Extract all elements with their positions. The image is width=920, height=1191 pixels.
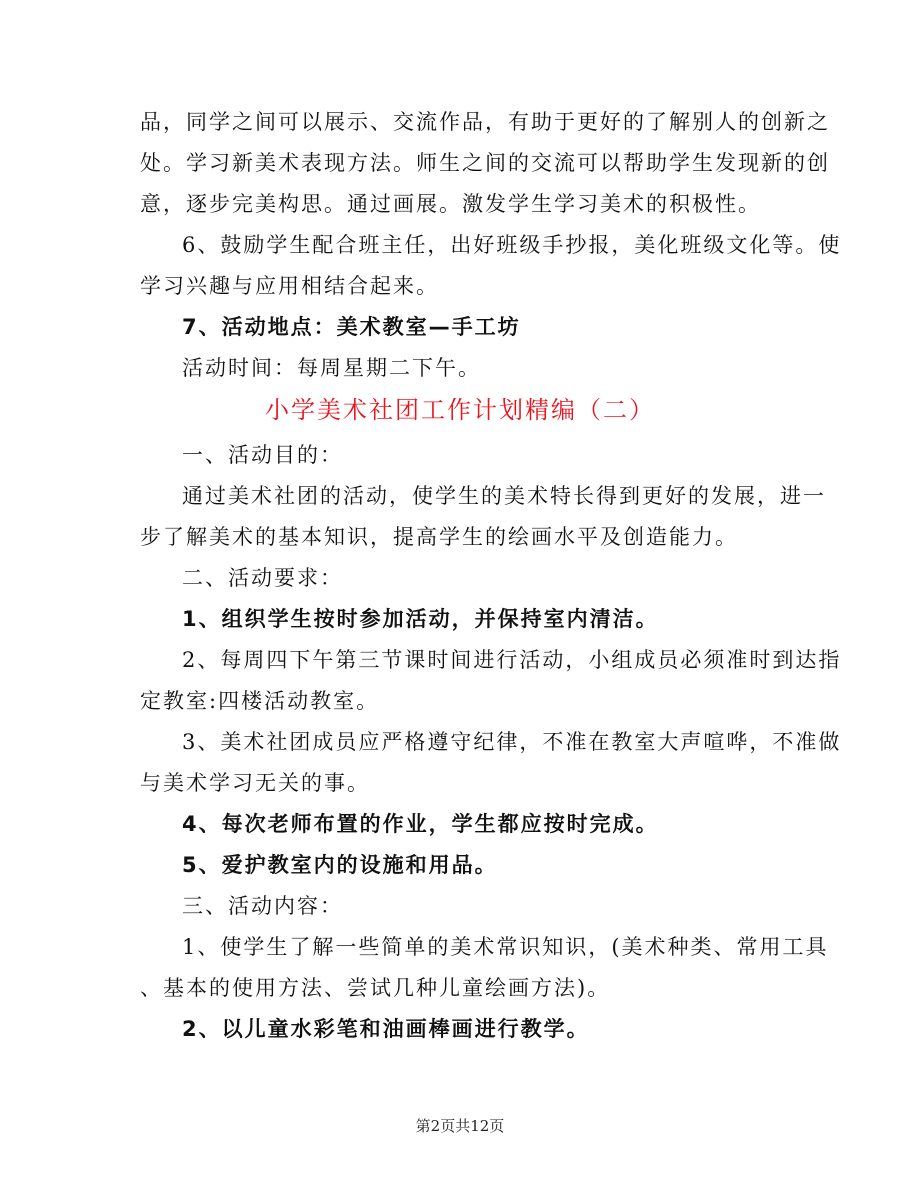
- requirement-item: 3、美术社团成员应严格遵守纪律，不准在教室大声喧哗，不准做: [182, 730, 842, 754]
- requirement-item: 1、组织学生按时参加活动，并保持室内清洁。: [182, 607, 659, 631]
- paragraph-line: 、基本的使用方法、尝试几种儿童绘画方法)。: [140, 976, 611, 1000]
- requirement-item: 4、每次老师布置的作业，学生都应按时完成。: [182, 812, 659, 836]
- paragraph-line: 定教室:四楼活动教室。: [140, 689, 380, 713]
- paragraph-line: 处。学习新美术表现方法。师生之间的交流可以帮助学生发现新的创: [140, 151, 830, 175]
- paragraph-line: 学习兴趣与应用相结合起来。: [140, 274, 439, 298]
- section-heading: 三、活动内容：: [182, 894, 343, 918]
- paragraph-line: 活动时间：每周星期二下午。: [182, 356, 481, 380]
- section-title: 小学美术社团工作计划精编（二）: [265, 396, 655, 424]
- paragraph-line: 与美术学习无关的事。: [140, 771, 370, 795]
- section-heading: 一、活动目的：: [182, 443, 343, 467]
- paragraph-line: 6、鼓励学生配合班主任，出好班级手抄报，美化班级文化等。使: [182, 233, 842, 257]
- requirement-item: 2、每周四下午第三节课时间进行活动，小组成员必须准时到达指: [182, 648, 842, 672]
- paragraph-line: 品，同学之间可以展示、交流作品，有助于更好的了解别人的创新之: [140, 110, 830, 134]
- paragraph-line: 意，逐步完美构思。通过画展。激发学生学习美术的积极性。: [140, 192, 761, 216]
- page-number-footer: 第2页共12页: [415, 1117, 505, 1135]
- content-item: 2、以儿童水彩笔和油画棒画进行教学。: [182, 1017, 590, 1041]
- section-item-location: 7、活动地点：美术教室—手工坊: [182, 315, 521, 339]
- paragraph-line: 步了解美术的基本知识，提高学生的绘画水平及创造能力。: [140, 525, 738, 549]
- section-heading: 二、活动要求：: [182, 566, 343, 590]
- paragraph-line: 通过美术社团的活动，使学生的美术特长得到更好的发展，进一: [182, 484, 826, 508]
- requirement-item: 5、爱护教室内的设施和用品。: [182, 853, 498, 877]
- content-item: 1、使学生了解一些简单的美术常识知识，(美术种类、常用工具: [182, 935, 829, 959]
